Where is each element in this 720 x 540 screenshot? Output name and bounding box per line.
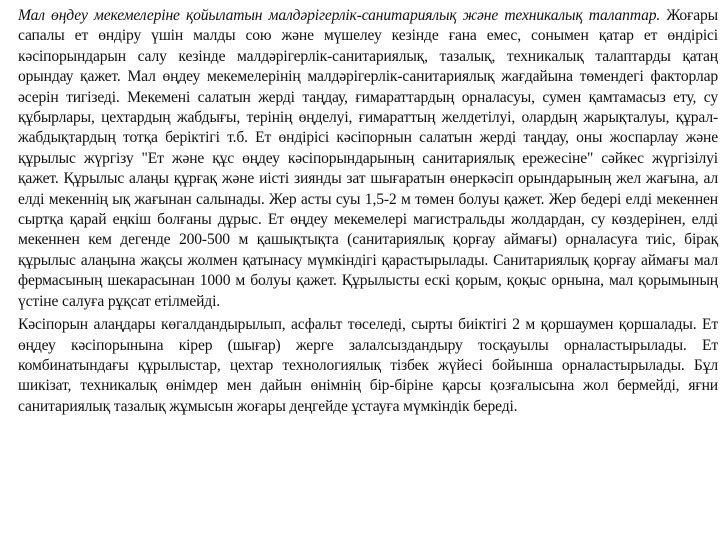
paragraph-body: Жоғары сапалы ет өндіру үшін малды сою және мүшелеу кезінде ғана емес, сонымен қатар ет өндірісі кәсіпорындарын салу кезінде малдәрігерлік-санитариялық, тазалық, техникалық талаптарды қатаң орындау қажет. Мал өңдеу мекемелерінің малдәрігерлік-санитариялық жағдайына төмендегі факторлар әсерін тигізеді. Мекемені салатын жерді таңдау, ғимараттардың орналасуы, сумен қамтамасыз ету, су құбырлары, цехтардың жабдығы, терінің өңделуі, ғимараттың желдетілуі, олардың жарықталуы, құрал-жабдықтардың тотқа беріктігі т.б. Ет өндірісі кәсіпорнын салатын жерді таңдау, оны жоспарлау және құрылыс жүргізу "Ет және құс өңдеу кәсіпорындарының санитариялық ережесіне" сәйкес жүргізілуі қажет. Құрылыс алаңы құрғақ және иісті зиянды зат шығаратын өнеркәсіп орындарының жел жағына, ал елді мекеннің ық жағынан салынады. Жер асты суы 1,5-2 м төмен болуы қажет. Жер бедері елді мекеннен сыртқа қарай еңкіш болғаны дұрыс. Ет өңдеу мекемелері магистральды жолдардан, су көздерінен, елді мекеннен кем дегенде 200-500 м қашықтықта (санитариялық қорғау аймағы) орналасуға тиіс, бірақ құрылыс алаңына жақсы жолмен қатынасу мүмкіндігі қарастырылады. Санитариялық қорғау аймағы мал фермасының шекарасынан 1000 м болуы қажет. Құрылысты ескі қорым, қоқыс орнына, мал қорымының үстіне салуға рұқсат етілмейді.: [18, 7, 719, 310]
paragraph-site-layout: [18, 315, 718, 417]
document-page: [18, 6, 718, 417]
paragraph-requirements: [18, 6, 718, 312]
section-heading-inline: Мал өңдеу мекемелеріне қойылатын малдәрігерлік-санитариялық және техникалық талаптар.: [18, 7, 661, 24]
paragraph-body: Кәсіпорын алаңдары көгалдандырылып, асфальт төселеді, сырты биіктігі 2 м қоршаумен қоршалады. Ет өңдеу кәсіпорынына кірер (шығар) жерге залалсыздандыру тосқауылы орналастырылады. Ет комбинатындағы құрылыстар, цехтар технологиялық тізбек жүйесі бойынша орналастырылады. Бұл шикізат, техникалық өнімдер мен дайын өнімнің бір-біріне қарсы қозғалысына жол бермейді, яғни санитариялық тазалық жұмысын жоғары деңгейде ұстауға мүмкіндік береді.: [18, 316, 718, 415]
